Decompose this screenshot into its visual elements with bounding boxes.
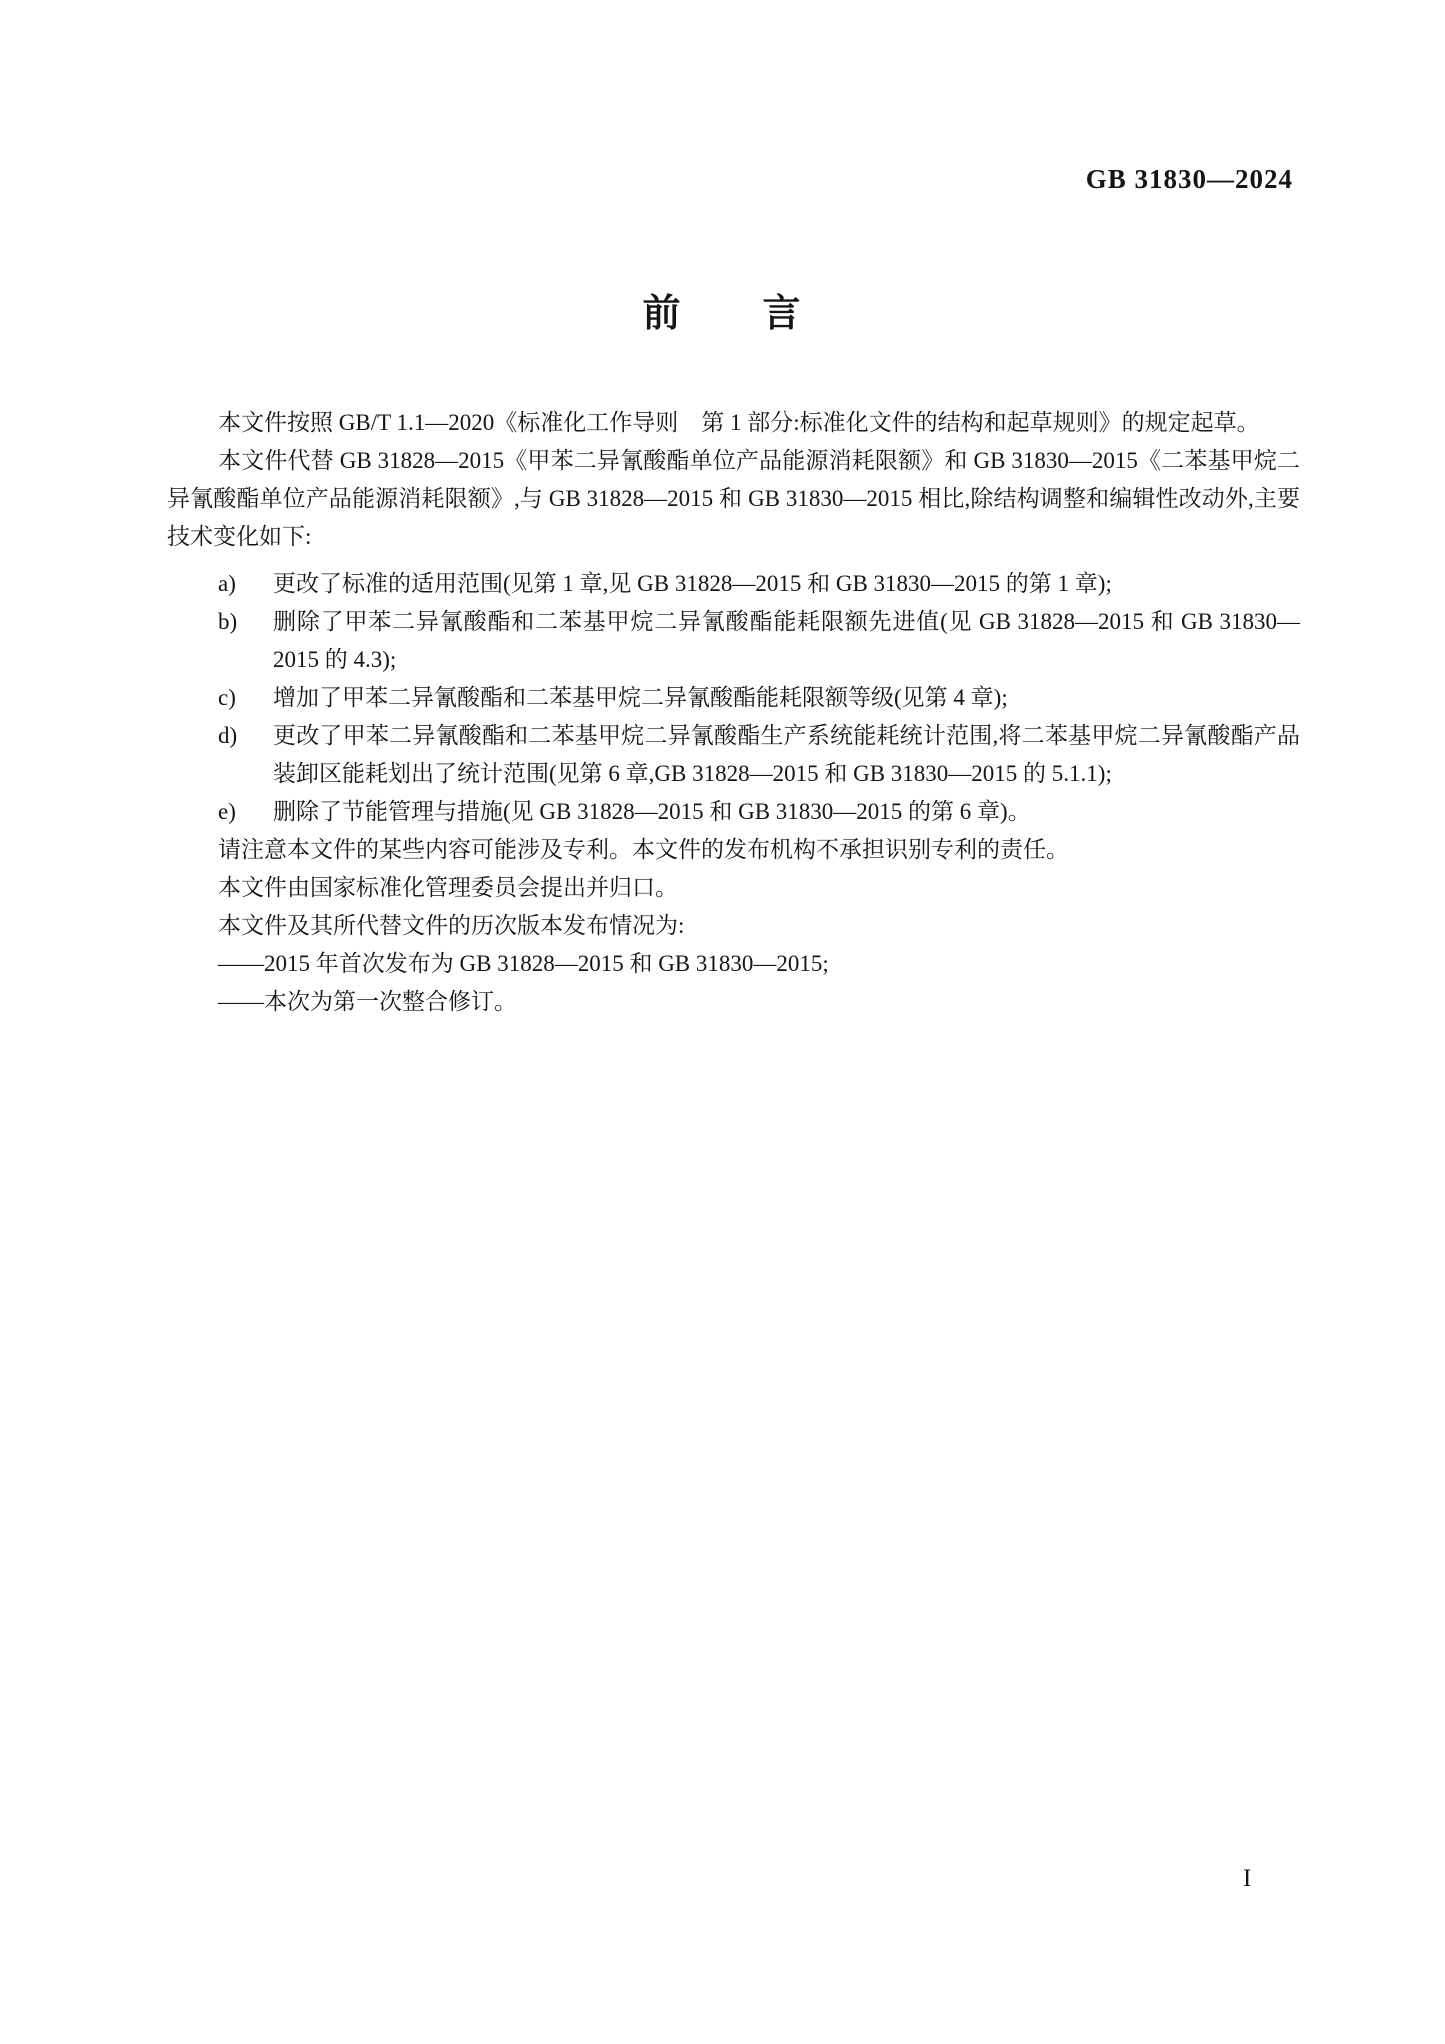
list-item-label: b) — [218, 609, 238, 634]
list-item-b — [167, 603, 1300, 679]
list-item-text: 更改了标准的适用范围(见第 1 章,见 GB 31828—2015 和 GB 31830—2015 的第 1 章); — [273, 571, 1112, 596]
list-item-d — [167, 717, 1300, 793]
list-item-text: 增加了甲苯二异氰酸酯和二苯基甲烷二异氰酸酯能耗限额等级(见第 4 章); — [273, 685, 1008, 710]
paragraph-history-intro: 本文件及其所代替文件的历次版本发布情况为: — [218, 913, 685, 938]
list-item-label: c) — [218, 685, 236, 710]
list-item-a — [167, 565, 1300, 603]
paragraph-committee: 本文件由国家标准化管理委员会提出并归口。 — [218, 875, 678, 900]
paragraph-replacement: 本文件代替 GB 31828—2015《甲苯二异氰酸酯单位产品能源消耗限额》和 GB 31830—2015《二苯基甲烷二异氰酸酯单位产品能源消耗限额》,与 GB 31828—2015 和 GB 31830—2015 相比,除结构调整和编辑性改动外,主要技术变化如下: — [167, 448, 1300, 549]
paragraph-patent-notice: 请注意本文件的某些内容可能涉及专利。本文件的发布机构不承担识别专利的责任。 — [218, 837, 1069, 862]
page-number: I — [1243, 1865, 1252, 1892]
paragraph-history-first-issue: ——2015 年首次发布为 GB 31828—2015 和 GB 31830—2015; — [218, 951, 829, 976]
list-item-c — [167, 679, 1300, 717]
page-title: 前 言 — [642, 291, 803, 335]
list-item-text: 删除了节能管理与措施(见 GB 31828—2015 和 GB 31830—2015 的第 6 章)。 — [273, 799, 1031, 824]
paragraph-drafting-basis: 本文件按照 GB/T 1.1—2020《标准化工作导则 第 1 部分:标准化文件的结构和起草规则》的规定起草。 — [218, 410, 1260, 435]
list-item-label: e) — [218, 799, 236, 824]
list-item-text: 更改了甲苯二异氰酸酯和二苯基甲烷二异氰酸酯生产系统能耗统计范围,将二苯基甲烷二异氰酸酯产品装卸区能耗划出了统计范围(见第 6 章,GB 31828—2015 和 GB 31830—2015 的 5.1.1); — [273, 723, 1300, 786]
list-item-label: a) — [218, 571, 236, 596]
list-item-e — [167, 793, 1300, 831]
change-list — [167, 565, 1300, 831]
standard-number: GB 31830—2024 — [1085, 164, 1293, 194]
foreword-content — [167, 404, 1300, 1021]
list-item-text: 删除了甲苯二异氰酸酯和二苯基甲烷二异氰酸酯能耗限额先进值(见 GB 31828—2015 和 GB 31830—2015 的 4.3); — [273, 609, 1300, 672]
list-item-label: d) — [218, 723, 238, 748]
paragraph-history-revision: ——本次为第一次整合修订。 — [218, 989, 517, 1014]
